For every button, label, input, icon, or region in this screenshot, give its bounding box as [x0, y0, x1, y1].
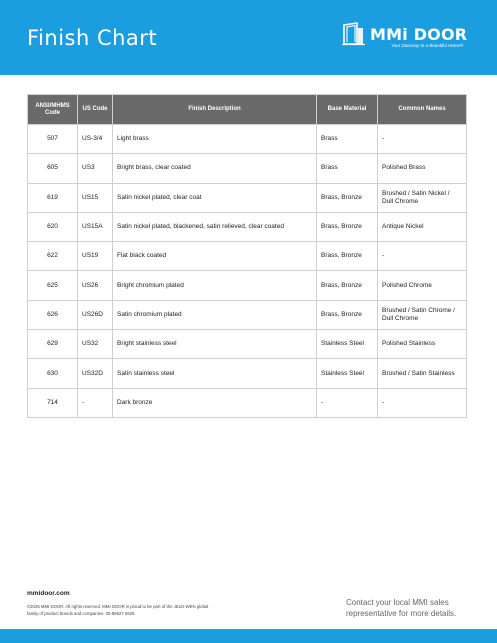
- cell-ansi-code: 622: [28, 242, 78, 271]
- cell-base-material: Brass, Bronze: [317, 183, 378, 212]
- cell-common-names: Polished Chrome: [378, 271, 467, 300]
- cell-finish-description: Light brass: [113, 125, 317, 154]
- cell-base-material: Brass, Bronze: [317, 212, 378, 241]
- cell-us-code: US26: [78, 271, 113, 300]
- column-header-ansi: ANSI/MHMS Code: [28, 95, 78, 125]
- table-row: [28, 242, 467, 271]
- footer-legal-text: ©2025 MMI DOOR. All rights reserved. MMI DOOR is proud to be part of the JELD-WEN global family of product brands and companies. 25-99627 0625: [27, 604, 209, 616]
- cell-ansi-code: 626: [28, 300, 78, 329]
- cell-base-material: -: [317, 388, 378, 417]
- cell-ansi-code: 619: [28, 183, 78, 212]
- table-row: [28, 330, 467, 359]
- header-banner: [0, 0, 497, 75]
- table-row: [28, 300, 467, 329]
- cell-finish-description: Bright stainless steel: [113, 330, 317, 359]
- cell-common-names: Brushed / Satin Stainless: [378, 359, 467, 388]
- page-title: Finish Chart: [27, 26, 158, 50]
- brand-logo: [342, 22, 472, 52]
- cell-ansi-code: 620: [28, 212, 78, 241]
- cell-finish-description: Satin chromium plated: [113, 300, 317, 329]
- table-row: [28, 154, 467, 183]
- cell-ansi-code: 507: [28, 125, 78, 154]
- cell-common-names: -: [378, 125, 467, 154]
- cell-us-code: US15: [78, 183, 113, 212]
- cell-ansi-code: 625: [28, 271, 78, 300]
- cell-us-code: US15A: [78, 212, 113, 241]
- cell-common-names: Brushed / Satin Chrome / Dull Chrome: [378, 300, 467, 329]
- cell-common-names: Polished Stainless: [378, 330, 467, 359]
- cell-base-material: Stainless Steel: [317, 330, 378, 359]
- brand-name: MMi DOOR: [370, 25, 468, 44]
- column-header-finish-description: Finish Description: [113, 95, 317, 125]
- cell-base-material: Stainless Steel: [317, 359, 378, 388]
- cell-base-material: Brass: [317, 154, 378, 183]
- cell-base-material: Brass: [317, 125, 378, 154]
- table-row: [28, 183, 467, 212]
- cell-common-names: Antique Nickel: [378, 212, 467, 241]
- cell-common-names: Polished Brass: [378, 154, 467, 183]
- finish-table: [27, 94, 467, 418]
- cell-us-code: US19: [78, 242, 113, 271]
- cell-common-names: -: [378, 388, 467, 417]
- table-header-row: [28, 95, 467, 125]
- cell-finish-description: Dark bronze: [113, 388, 317, 417]
- cell-ansi-code: 714: [28, 388, 78, 417]
- footer-website-link[interactable]: mmidoor.com: [27, 590, 70, 597]
- column-header-base-material: Base Material: [317, 95, 378, 125]
- cell-finish-description: Bright chromium plated: [113, 271, 317, 300]
- cell-finish-description: Satin nickel plated, blackened, satin relieved, clear coated: [113, 212, 317, 241]
- cell-ansi-code: 630: [28, 359, 78, 388]
- cell-us-code: -: [78, 388, 113, 417]
- cell-common-names: Brushed / Satin Nickel / Dull Chrome: [378, 183, 467, 212]
- table-row: [28, 125, 467, 154]
- table-row: [28, 212, 467, 241]
- cell-us-code: US-3/4: [78, 125, 113, 154]
- table-row: [28, 271, 467, 300]
- cell-base-material: Brass, Bronze: [317, 242, 378, 271]
- column-header-us-code: US Code: [78, 95, 113, 125]
- cell-ansi-code: 629: [28, 330, 78, 359]
- column-header-common-names: Common Names: [378, 95, 467, 125]
- cell-base-material: Brass, Bronze: [317, 271, 378, 300]
- cell-common-names: -: [378, 242, 467, 271]
- cell-us-code: US32D: [78, 359, 113, 388]
- brand-tagline: Your Doorway to a Beautiful Home®: [391, 43, 464, 48]
- cell-us-code: US32: [78, 330, 113, 359]
- cell-finish-description: Satin stainless steel: [113, 359, 317, 388]
- footer-contact-note: Contact your local MMI sales representative for more details.: [346, 598, 457, 618]
- door-icon: [342, 22, 366, 46]
- cell-us-code: US3: [78, 154, 113, 183]
- table-row: [28, 388, 467, 417]
- cell-us-code: US26D: [78, 300, 113, 329]
- cell-finish-description: Flat black coated: [113, 242, 317, 271]
- cell-finish-description: Satin nickel plated, clear coat: [113, 183, 317, 212]
- table-row: [28, 359, 467, 388]
- footer-bar: [0, 629, 497, 643]
- cell-base-material: Brass, Bronze: [317, 300, 378, 329]
- cell-finish-description: Bright brass, clear coated: [113, 154, 317, 183]
- cell-ansi-code: 605: [28, 154, 78, 183]
